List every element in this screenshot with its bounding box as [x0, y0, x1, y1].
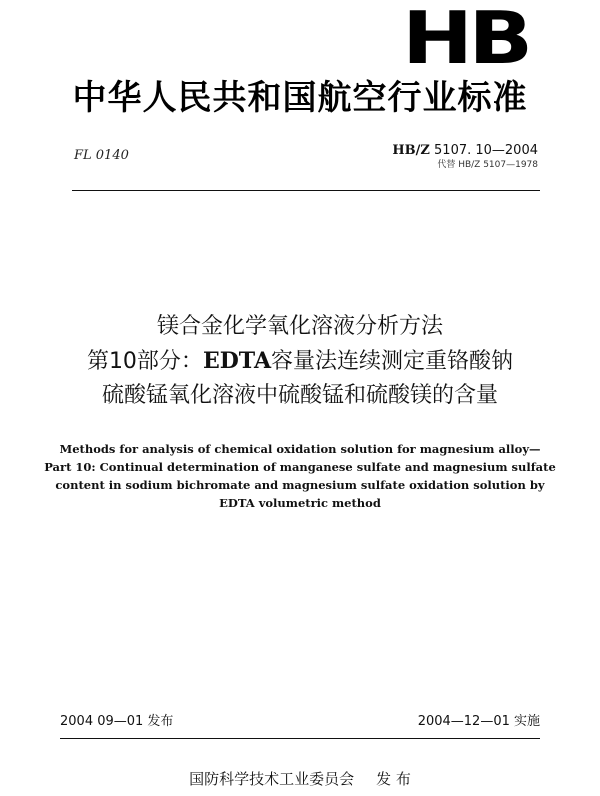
- zh-title-line-3: 硫酸锰氧化溶液中硫酸锰和硫酸镁的含量: [101, 383, 498, 408]
- issue-date: 2004 09—01 发布: [60, 714, 174, 729]
- en-title-line-2: Part 10: Continual determination of manganese sulfate and magnesium sulfate: [44, 460, 556, 474]
- chinese-title: [0, 310, 600, 413]
- issuer-name: 国防科学技术工业委员会: [189, 770, 355, 788]
- standard-number-block: [392, 143, 538, 172]
- issuer-line: [0, 768, 600, 789]
- en-title-line-3: content in sodium bichromate and magnesium sulfate oxidation solution by: [55, 478, 545, 492]
- standard-number: [392, 143, 538, 159]
- standard-number-value: 5107. 10—2004: [429, 143, 538, 158]
- footer-divider: [60, 738, 540, 739]
- ics-code: FL 0140: [74, 148, 129, 163]
- implement-date: 2004—12—01 实施: [417, 714, 540, 729]
- zh-title-line-2: [0, 344, 600, 379]
- en-title-line-4: EDTA volumetric method: [219, 496, 381, 510]
- standard-prefix: HB/Z: [392, 143, 430, 158]
- zh-title-line-1: 镁合金化学氧化溶液分析方法: [156, 314, 443, 339]
- issuer-action: 发 布: [376, 770, 411, 788]
- hb-logo: HB: [402, 0, 529, 80]
- replaces-note: 代替 HB/Z 5107—1978: [437, 160, 538, 170]
- zh-title-line-2-rest: 容量法连续测定重铬酸钠: [271, 349, 514, 374]
- en-title-line-1: Methods for analysis of chemical oxidation solution for magnesium alloy—: [59, 442, 541, 456]
- org-title: 中华人民共和国航空行业标准: [72, 78, 528, 118]
- zh-title-line-2-edta: EDTA: [202, 348, 272, 374]
- english-title: [0, 440, 600, 512]
- zh-title-line-2-prefix: 第10部分：: [86, 349, 203, 374]
- header-divider: [72, 190, 540, 191]
